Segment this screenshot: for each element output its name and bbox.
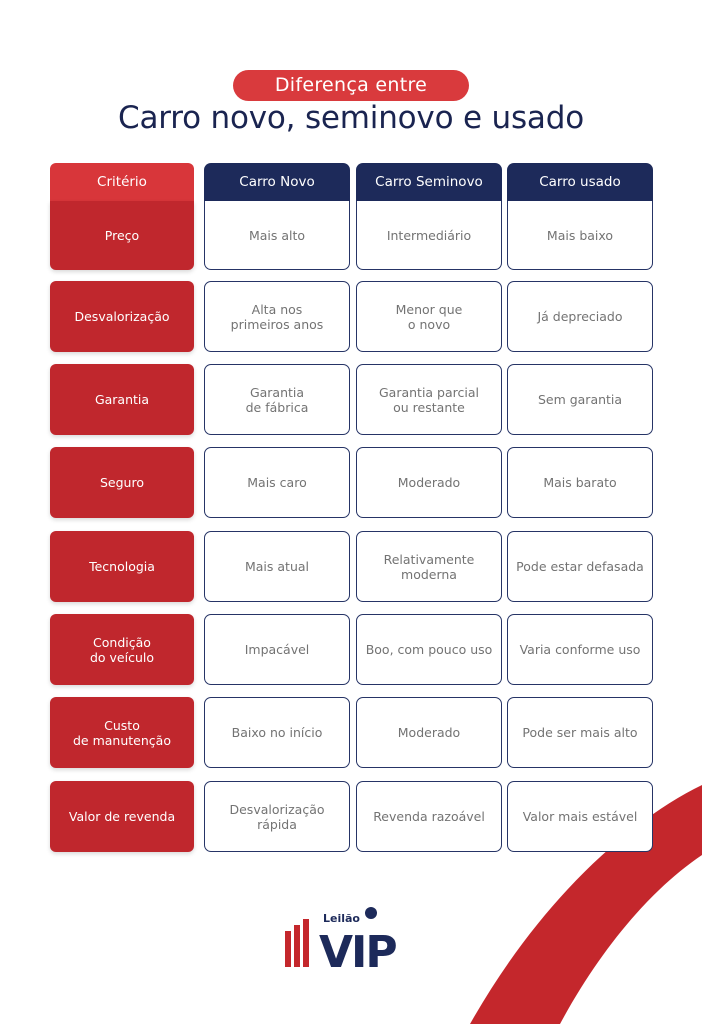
column-header: Carro Seminovo	[356, 163, 502, 201]
table-cell: Sem garantia	[507, 364, 653, 435]
table-cell: Mais alto	[204, 201, 350, 270]
table-cell: Mais baixo	[507, 201, 653, 270]
table-cell: Moderado	[356, 697, 502, 768]
table-cell: Pode ser mais alto	[507, 697, 653, 768]
table-cell: Já depreciado	[507, 281, 653, 352]
table-cell: Menor que o novo	[356, 281, 502, 352]
table-cell: Baixo no início	[204, 697, 350, 768]
criterion-cell: Tecnologia	[50, 531, 194, 602]
table-cell: Boo, com pouco uso	[356, 614, 502, 685]
page-title: Carro novo, seminovo e usado	[118, 100, 584, 136]
column-header: Carro usado	[507, 163, 653, 201]
criterion-cell: Garantia	[50, 364, 194, 435]
table-cell: Revenda razoável	[356, 781, 502, 852]
table-cell: Mais atual	[204, 531, 350, 602]
table-cell: Intermediário	[356, 201, 502, 270]
table-cell: Alta nos primeiros anos	[204, 281, 350, 352]
logo-big-text: VIP	[319, 927, 396, 975]
criterion-cell: Custo de manutenção	[50, 697, 194, 768]
table-cell: Garantia parcial ou restante	[356, 364, 502, 435]
criterion-cell: Preço	[50, 201, 194, 270]
table-cell: Valor mais estável	[507, 781, 653, 852]
subtitle-badge: Diferença entre	[233, 70, 469, 101]
table-cell: Mais barato	[507, 447, 653, 518]
criterion-cell: Condição do veículo	[50, 614, 194, 685]
table-cell: Moderado	[356, 447, 502, 518]
table-cell: Varia conforme uso	[507, 614, 653, 685]
logo-small-text: Leilão	[323, 912, 360, 925]
table-cell: Garantia de fábrica	[204, 364, 350, 435]
leilao-vip-logo	[283, 905, 423, 975]
table-cell: Mais caro	[204, 447, 350, 518]
criterion-cell: Seguro	[50, 447, 194, 518]
table-cell: Impacável	[204, 614, 350, 685]
criterion-cell: Valor de revenda	[50, 781, 194, 852]
criteria-header: Critério	[50, 163, 194, 201]
table-cell: Pode estar defasada	[507, 531, 653, 602]
column-header: Carro Novo	[204, 163, 350, 201]
criterion-cell: Desvalorização	[50, 281, 194, 352]
table-cell: Relativamente moderna	[356, 531, 502, 602]
table-cell: Desvalorização rápida	[204, 781, 350, 852]
